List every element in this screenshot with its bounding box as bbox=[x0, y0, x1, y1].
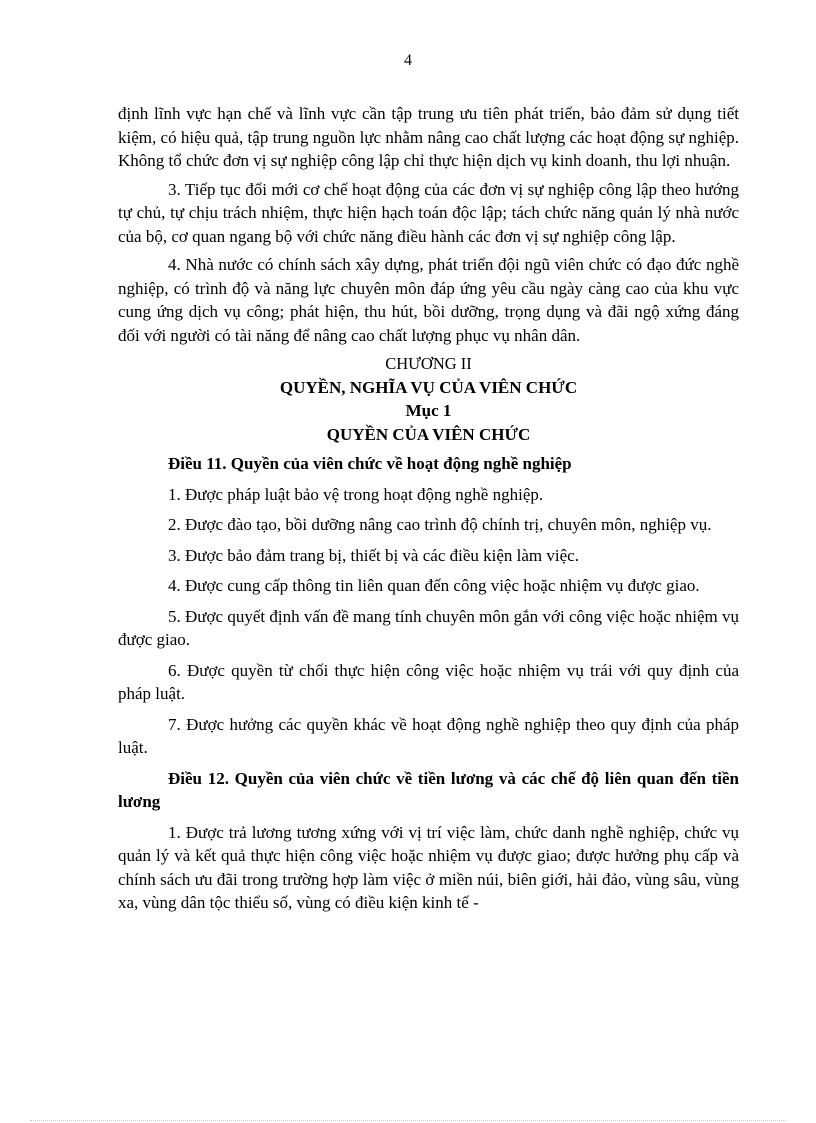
list-item: 1. Được pháp luật bảo vệ trong hoạt động nghề nghiệp. bbox=[168, 484, 544, 504]
article-12-items bbox=[118, 821, 739, 915]
list-item: 3. Được bảo đảm trang bị, thiết bị và các điều kiện làm việc. bbox=[168, 545, 579, 565]
list-item: 5. Được quyết định vấn đề mang tính chuyên môn gắn với công việc hoặc nhiệm vụ được giao. bbox=[118, 606, 739, 649]
list-item: 7. Được hưởng các quyền khác về hoạt động nghề nghiệp theo quy định của pháp luật. bbox=[118, 714, 739, 757]
page-bottom-divider bbox=[30, 1120, 786, 1121]
list-item: 1. Được trả lương tương xứng với vị trí việc làm, chức danh nghề nghiệp, chức vụ quản lý và kết quả thực hiện công việc hoặc nhiệm vụ được giao; được hưởng phụ cấp và chính sách ưu đãi trong trường hợp làm việc ở miền núi, biên giới, hải đảo, vùng sâu, vùng xa, vùng dân tộc thiểu số, vùng có điều kiện kinh tế - bbox=[118, 822, 739, 912]
chapter-label: CHƯƠNG II bbox=[385, 354, 472, 373]
chapter-title: QUYỀN, NGHĨA VỤ CỦA VIÊN CHỨC bbox=[279, 377, 578, 397]
list-item: 2. Được đào tạo, bồi dưỡng nâng cao trình độ chính trị, chuyên môn, nghiệp vụ. bbox=[168, 515, 712, 534]
paragraph-continuation: định lĩnh vực hạn chế và lĩnh vực cần tập trung ưu tiên phát triển, bảo đảm sử dụng tiết kiệm, có hiệu quả, tập trung nguồn lực nhằm nâng cao chất lượng các hoạt động sự nghiệp. Không tổ chức đơn vị sự nghiệp công lập chỉ thực hiện dịch vụ kinh doanh, thu lợi nhuận. bbox=[118, 104, 739, 170]
section-title: QUYỀN CỦA VIÊN CHỨC bbox=[326, 424, 531, 444]
page-number: 4 bbox=[404, 52, 412, 69]
section-label: Mục 1 bbox=[405, 401, 452, 420]
document-body bbox=[118, 102, 739, 922]
article-11-items bbox=[118, 483, 739, 760]
paragraph-item-3: 3. Tiếp tục đổi mới cơ chế hoạt động của các đơn vị sự nghiệp công lập theo hướng tự chủ, tự chịu trách nhiệm, thực hiện hạch toán độc lập; tách chức năng quản lý nhà nước của bộ, cơ quan ngang bộ với chức năng điều hành các đơn vị sự nghiệp công lập. bbox=[118, 179, 739, 246]
list-item: 4. Được cung cấp thông tin liên quan đến công việc hoặc nhiệm vụ được giao. bbox=[168, 576, 700, 595]
paragraph-item-4: 4. Nhà nước có chính sách xây dựng, phát triển đội ngũ viên chức có đạo đức nghề nghiệp, có trình độ và năng lực chuyên môn đáp ứng yêu cầu ngày càng cao của khu vực cung ứng dịch vụ công; phát hiện, thu hút, bồi dưỡng, trọng dụng và đãi ngộ xứng đáng đối với người có tài năng để nâng cao chất lượng phục vụ nhân dân. bbox=[118, 255, 739, 345]
article-11-title: Điều 11. Quyền của viên chức về hoạt động nghề nghiệp bbox=[168, 454, 572, 473]
article-12-title: Điều 12. Quyền của viên chức về tiền lương và các chế độ liên quan đến tiền lương bbox=[118, 768, 739, 811]
list-item: 6. Được quyền từ chối thực hiện công việc hoặc nhiệm vụ trái với quy định của pháp luật. bbox=[118, 660, 739, 703]
